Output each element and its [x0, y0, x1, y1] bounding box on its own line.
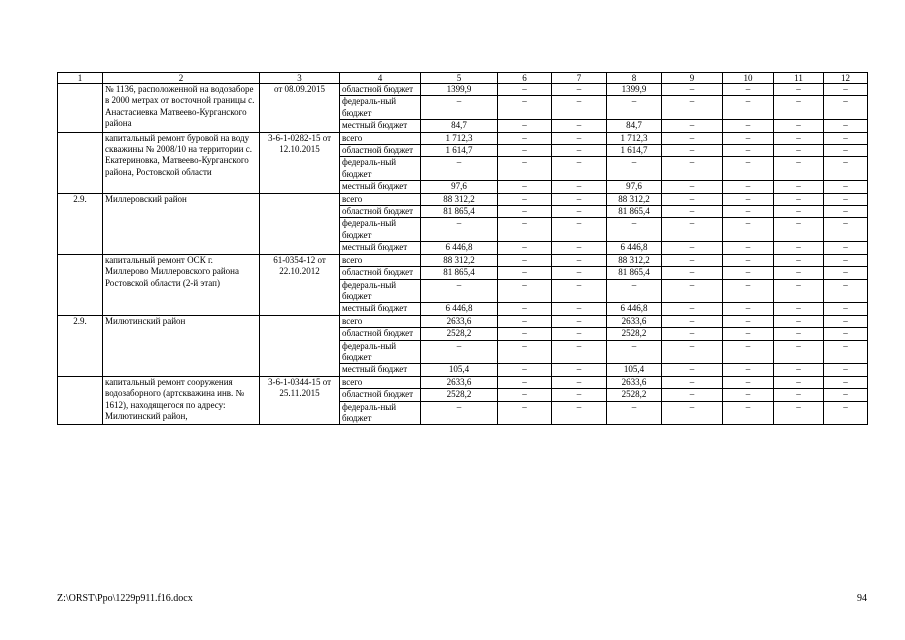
amount-cell: –: [552, 193, 607, 205]
amount-cell: –: [552, 181, 607, 193]
file-path: Z:\ORST\Ppo\1229p911.f16.docx: [57, 593, 193, 604]
amount-cell: 88 312,2: [607, 254, 662, 266]
amount-cell: –: [498, 181, 552, 193]
amount-cell: –: [723, 303, 774, 315]
amount-cell: –: [824, 376, 868, 388]
amount-cell: –: [824, 84, 868, 96]
amount-cell: 97,6: [607, 181, 662, 193]
amount-cell: –: [824, 120, 868, 132]
amount-cell: 1 614,7: [421, 145, 498, 157]
amount-cell: 6 446,8: [421, 242, 498, 254]
amount-cell: –: [662, 279, 723, 303]
amount-cell: –: [662, 267, 723, 279]
budget-table: [57, 72, 868, 425]
amount-cell: 2633,6: [607, 315, 662, 327]
amount-cell: –: [498, 206, 552, 218]
amount-cell: 105,4: [607, 364, 662, 376]
amount-cell: 2528,2: [421, 328, 498, 340]
amount-cell: –: [774, 340, 824, 364]
object-name: капитальный ремонт буровой на воду скважины № 2008/10 на территории с. Екатериновка, Матвеево-Курганского района, Ростовской области: [103, 132, 260, 193]
amount-cell: –: [723, 340, 774, 364]
amount-cell: –: [723, 218, 774, 242]
amount-cell: –: [723, 401, 774, 425]
amount-cell: –: [498, 364, 552, 376]
amount-cell: 2528,2: [421, 389, 498, 401]
amount-cell: –: [498, 401, 552, 425]
funding-source: федераль-ный бюджет: [340, 218, 421, 242]
funding-source: всего: [340, 254, 421, 266]
amount-cell: –: [552, 315, 607, 327]
funding-source: местный бюджет: [340, 303, 421, 315]
expertise-number: 61-0354-12 от 22.10.2012: [260, 254, 340, 315]
column-number: 12: [824, 73, 868, 84]
section-number: 2.9.: [58, 193, 103, 254]
section-number: 2.9.: [58, 315, 103, 376]
amount-cell: –: [723, 181, 774, 193]
object-name: Миллеровский район: [103, 193, 260, 254]
amount-cell: –: [824, 218, 868, 242]
amount-cell: –: [662, 145, 723, 157]
amount-cell: –: [662, 328, 723, 340]
amount-cell: –: [774, 376, 824, 388]
amount-cell: –: [774, 96, 824, 120]
funding-source: областной бюджет: [340, 389, 421, 401]
amount-cell: –: [552, 242, 607, 254]
amount-cell: –: [723, 364, 774, 376]
amount-cell: 81 865,4: [421, 267, 498, 279]
amount-cell: –: [824, 267, 868, 279]
amount-cell: 88 312,2: [607, 193, 662, 205]
amount-cell: –: [824, 254, 868, 266]
funding-source: областной бюджет: [340, 84, 421, 96]
amount-cell: –: [498, 96, 552, 120]
amount-cell: –: [774, 181, 824, 193]
funding-source: местный бюджет: [340, 242, 421, 254]
amount-cell: –: [662, 389, 723, 401]
amount-cell: 81 865,4: [421, 206, 498, 218]
amount-cell: –: [607, 218, 662, 242]
amount-cell: –: [774, 279, 824, 303]
amount-cell: 84,7: [607, 120, 662, 132]
column-number-row: [58, 73, 868, 84]
expertise-number: [260, 193, 340, 254]
amount-cell: –: [824, 157, 868, 181]
column-number: 7: [552, 73, 607, 84]
table-row: [58, 193, 868, 205]
column-number: 10: [723, 73, 774, 84]
amount-cell: –: [723, 328, 774, 340]
expertise-number: 3-6-1-0282-15 от 12.10.2015: [260, 132, 340, 193]
amount-cell: –: [552, 157, 607, 181]
amount-cell: –: [723, 279, 774, 303]
amount-cell: –: [824, 193, 868, 205]
funding-source: областной бюджет: [340, 206, 421, 218]
amount-cell: –: [552, 376, 607, 388]
amount-cell: –: [824, 145, 868, 157]
amount-cell: –: [662, 96, 723, 120]
amount-cell: –: [774, 132, 824, 144]
amount-cell: –: [552, 254, 607, 266]
amount-cell: –: [774, 193, 824, 205]
funding-source: всего: [340, 132, 421, 144]
amount-cell: –: [824, 389, 868, 401]
amount-cell: –: [498, 120, 552, 132]
amount-cell: –: [774, 242, 824, 254]
amount-cell: –: [662, 254, 723, 266]
amount-cell: –: [552, 145, 607, 157]
amount-cell: –: [552, 218, 607, 242]
amount-cell: 1 712,3: [607, 132, 662, 144]
amount-cell: –: [774, 254, 824, 266]
expertise-number: от 08.09.2015: [260, 84, 340, 133]
amount-cell: –: [662, 242, 723, 254]
amount-cell: –: [421, 340, 498, 364]
amount-cell: –: [723, 315, 774, 327]
funding-source: областной бюджет: [340, 267, 421, 279]
amount-cell: –: [824, 96, 868, 120]
amount-cell: –: [498, 242, 552, 254]
amount-cell: –: [774, 145, 824, 157]
amount-cell: –: [723, 242, 774, 254]
amount-cell: –: [607, 279, 662, 303]
amount-cell: –: [824, 206, 868, 218]
column-number: 1: [58, 73, 103, 84]
object-name: капитальный ремонт сооружения водозаборного (артскважина инв. № 1612), находящегося по адресу: Милютинский район,: [103, 376, 260, 425]
amount-cell: 81 865,4: [607, 206, 662, 218]
amount-cell: –: [498, 157, 552, 181]
amount-cell: 105,4: [421, 364, 498, 376]
amount-cell: –: [824, 132, 868, 144]
amount-cell: –: [774, 401, 824, 425]
section-number: [58, 84, 103, 133]
table-row: [58, 315, 868, 327]
amount-cell: –: [498, 279, 552, 303]
amount-cell: 2633,6: [607, 376, 662, 388]
amount-cell: –: [662, 303, 723, 315]
amount-cell: –: [723, 145, 774, 157]
amount-cell: –: [824, 364, 868, 376]
amount-cell: 81 865,4: [607, 267, 662, 279]
amount-cell: –: [824, 340, 868, 364]
amount-cell: –: [498, 303, 552, 315]
amount-cell: –: [498, 132, 552, 144]
amount-cell: –: [774, 303, 824, 315]
amount-cell: –: [498, 218, 552, 242]
amount-cell: –: [662, 401, 723, 425]
amount-cell: –: [552, 120, 607, 132]
amount-cell: –: [498, 389, 552, 401]
amount-cell: –: [723, 84, 774, 96]
amount-cell: –: [421, 218, 498, 242]
amount-cell: –: [552, 84, 607, 96]
amount-cell: –: [662, 218, 723, 242]
amount-cell: –: [723, 120, 774, 132]
funding-source: местный бюджет: [340, 364, 421, 376]
amount-cell: –: [662, 84, 723, 96]
amount-cell: –: [498, 84, 552, 96]
amount-cell: –: [824, 315, 868, 327]
column-number: 6: [498, 73, 552, 84]
amount-cell: –: [421, 279, 498, 303]
column-number: 2: [103, 73, 260, 84]
amount-cell: –: [552, 328, 607, 340]
amount-cell: –: [552, 303, 607, 315]
amount-cell: –: [824, 401, 868, 425]
amount-cell: –: [662, 193, 723, 205]
amount-cell: 1 614,7: [607, 145, 662, 157]
funding-source: всего: [340, 315, 421, 327]
amount-cell: 88 312,2: [421, 254, 498, 266]
amount-cell: –: [498, 340, 552, 364]
object-name: № 1136, расположенной на водозаборе в 2000 метрах от восточной границы с. Анастасиевка Матвеево-Курганского района: [103, 84, 260, 133]
amount-cell: –: [498, 254, 552, 266]
page-number: 94: [857, 593, 867, 604]
expertise-number: [260, 315, 340, 376]
amount-cell: –: [552, 132, 607, 144]
amount-cell: 6 446,8: [607, 303, 662, 315]
column-number: 5: [421, 73, 498, 84]
amount-cell: –: [607, 157, 662, 181]
amount-cell: –: [723, 206, 774, 218]
amount-cell: 1 712,3: [421, 132, 498, 144]
amount-cell: –: [421, 157, 498, 181]
amount-cell: 1399,9: [421, 84, 498, 96]
object-name: капитальный ремонт ОСК г. Миллерово Миллеровского района Ростовской области (2-й этап): [103, 254, 260, 315]
column-number: 8: [607, 73, 662, 84]
amount-cell: 84,7: [421, 120, 498, 132]
object-name: Милютинский район: [103, 315, 260, 376]
funding-source: местный бюджет: [340, 181, 421, 193]
amount-cell: –: [774, 206, 824, 218]
amount-cell: –: [662, 157, 723, 181]
amount-cell: –: [662, 132, 723, 144]
amount-cell: 1399,9: [607, 84, 662, 96]
amount-cell: –: [824, 328, 868, 340]
funding-source: федераль-ный бюджет: [340, 279, 421, 303]
amount-cell: –: [552, 340, 607, 364]
amount-cell: –: [552, 96, 607, 120]
amount-cell: –: [774, 218, 824, 242]
column-number: 4: [340, 73, 421, 84]
section-number: [58, 254, 103, 315]
amount-cell: –: [552, 267, 607, 279]
amount-cell: –: [824, 242, 868, 254]
amount-cell: –: [552, 364, 607, 376]
amount-cell: –: [662, 315, 723, 327]
table-row: [58, 84, 868, 96]
amount-cell: –: [723, 132, 774, 144]
amount-cell: 88 312,2: [421, 193, 498, 205]
amount-cell: –: [552, 401, 607, 425]
amount-cell: –: [552, 279, 607, 303]
funding-source: федераль-ный бюджет: [340, 340, 421, 364]
amount-cell: –: [774, 364, 824, 376]
amount-cell: –: [824, 181, 868, 193]
amount-cell: –: [723, 389, 774, 401]
amount-cell: –: [498, 267, 552, 279]
funding-source: областной бюджет: [340, 328, 421, 340]
amount-cell: –: [607, 96, 662, 120]
amount-cell: 97,6: [421, 181, 498, 193]
amount-cell: 2633,6: [421, 376, 498, 388]
funding-source: всего: [340, 193, 421, 205]
table-row: [58, 254, 868, 266]
column-number: 11: [774, 73, 824, 84]
amount-cell: 6 446,8: [607, 242, 662, 254]
amount-cell: –: [824, 303, 868, 315]
amount-cell: –: [662, 364, 723, 376]
amount-cell: –: [498, 145, 552, 157]
amount-cell: 2633,6: [421, 315, 498, 327]
table-row: [58, 132, 868, 144]
amount-cell: –: [723, 193, 774, 205]
amount-cell: –: [723, 267, 774, 279]
table-row: [58, 376, 868, 388]
amount-cell: –: [723, 254, 774, 266]
amount-cell: –: [662, 340, 723, 364]
amount-cell: –: [662, 376, 723, 388]
amount-cell: –: [723, 96, 774, 120]
amount-cell: –: [607, 340, 662, 364]
amount-cell: –: [774, 267, 824, 279]
funding-source: федераль-ный бюджет: [340, 401, 421, 425]
amount-cell: –: [662, 120, 723, 132]
amount-cell: –: [498, 376, 552, 388]
amount-cell: –: [662, 206, 723, 218]
funding-source: федераль-ный бюджет: [340, 96, 421, 120]
amount-cell: –: [498, 193, 552, 205]
section-number: [58, 132, 103, 193]
funding-source: местный бюджет: [340, 120, 421, 132]
amount-cell: –: [774, 315, 824, 327]
funding-source: федераль-ный бюджет: [340, 157, 421, 181]
section-number: [58, 376, 103, 425]
amount-cell: –: [498, 328, 552, 340]
amount-cell: –: [662, 181, 723, 193]
funding-source: всего: [340, 376, 421, 388]
amount-cell: –: [607, 401, 662, 425]
amount-cell: –: [774, 120, 824, 132]
column-number: 9: [662, 73, 723, 84]
amount-cell: 2528,2: [607, 389, 662, 401]
amount-cell: –: [723, 157, 774, 181]
amount-cell: –: [552, 206, 607, 218]
amount-cell: –: [498, 315, 552, 327]
funding-source: областной бюджет: [340, 145, 421, 157]
amount-cell: 6 446,8: [421, 303, 498, 315]
amount-cell: –: [774, 157, 824, 181]
column-number: 3: [260, 73, 340, 84]
amount-cell: –: [421, 401, 498, 425]
amount-cell: –: [774, 84, 824, 96]
amount-cell: –: [552, 389, 607, 401]
expertise-number: 3-6-1-0344-15 от 25.11.2015: [260, 376, 340, 425]
amount-cell: 2528,2: [607, 328, 662, 340]
amount-cell: –: [824, 279, 868, 303]
amount-cell: –: [723, 376, 774, 388]
amount-cell: –: [421, 96, 498, 120]
amount-cell: –: [774, 389, 824, 401]
amount-cell: –: [774, 328, 824, 340]
